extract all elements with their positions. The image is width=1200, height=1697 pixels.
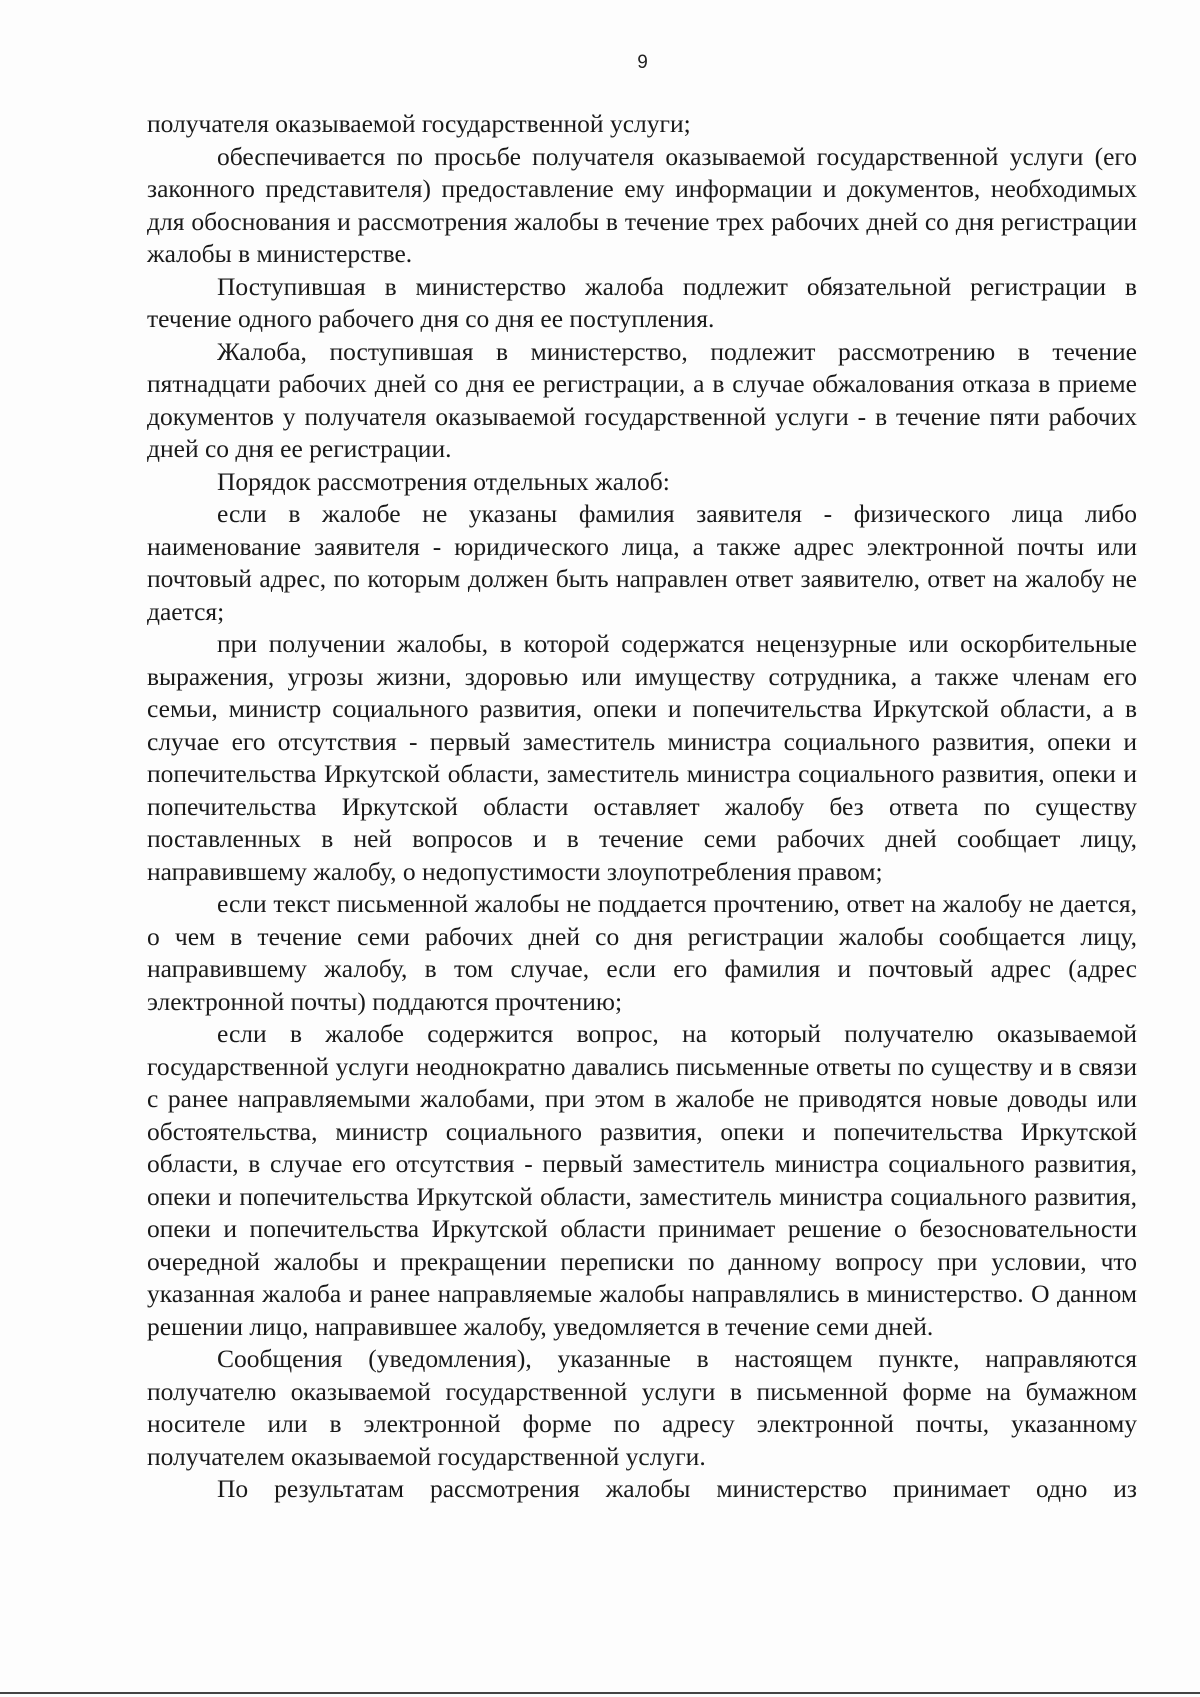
- page-number: 9: [637, 52, 648, 73]
- document-body: [147, 108, 1137, 1506]
- paragraph-6: если в жалобе не указаны фамилия заявителя - физического лица либо наименование заявителя - юридического лица, а также адрес электронной почты или почтовый адрес, по которым должен быть направлен ответ заявителю, ответ на жалобу не дается;: [147, 499, 1137, 626]
- paragraph-8: если текст письменной жалобы не поддается прочтению, ответ на жалобу не дается, о чем в течение семи рабочих дней со дня регистрации жалобы сообщается лицу, направившему жалобу, в том случае, если его фамилия и почтовый адрес (адрес электронной почты) поддаются прочтению;: [147, 889, 1137, 1016]
- paragraph-10: Сообщения (уведомления), указанные в настоящем пункте, направляются получателю оказываемой государственной услуги в письменной форме на бумажном носителе или в электронной форме по адресу электронной почты, указанному получателем оказываемой государственной услуги.: [147, 1344, 1137, 1471]
- paragraph-7: при получении жалобы, в которой содержатся нецензурные или оскорбительные выражения, угрозы жизни, здоровью или имуществу сотрудника, а также членам его семьи, министр социального развития, опеки и попечительства Иркутской области, а в случае его отсутствия - первый заместитель министра социального развития, опеки и попечительства Иркутской области, заместитель министра социального развития, опеки и попечительства Иркутской области оставляет жалобу без ответа по существу поставленных в ней вопросов и в течение семи рабочих дней сообщает лицу, направившему жалобу, о недопустимости злоупотребления правом;: [147, 629, 1137, 886]
- paragraph-11: По результатам рассмотрения жалобы министерство принимает одно из: [217, 1474, 1137, 1503]
- paragraph-5: Порядок рассмотрения отдельных жалоб:: [217, 466, 670, 496]
- paragraph-4: Жалоба, поступившая в министерство, подлежит рассмотрению в течение пятнадцати рабочих дней со дня ее регистрации, а в случае обжалования отказа в приеме документов у получателя оказываемой государственной услуги - в течение пяти рабочих дней со дня ее регистрации.: [147, 336, 1137, 463]
- paragraph-9: если в жалобе содержится вопрос, на который получателю оказываемой государственной услуги неоднократно давались письменные ответы по существу и в связи с ранее направляемыми жалобами, при этом в жалобе не приводятся новые доводы или обстоятельства, министр социального развития, опеки и попечительства Иркутской области, в случае его отсутствия - первый заместитель министра социального развития, опеки и попечительства Иркутской области, заместитель министра социального развития, опеки и попечительства Иркутской области принимает решение о безосновательности очередной жалобы и прекращении переписки по данному вопросу при условии, что указанная жалоба и ранее направляемые жалобы направлялись в министерство. О данном решении лицо, направившее жалобу, уведомляется в течение семи дней.: [147, 1019, 1137, 1341]
- paragraph-1: получателя оказываемой государственной услуги;: [147, 109, 691, 138]
- paragraph-3: Поступившая в министерство жалоба подлежит обязательной регистрации в течение одного рабочего дня со дня ее поступления.: [147, 271, 1137, 333]
- scan-bottom-edge: [0, 1692, 1200, 1694]
- paragraph-2: обеспечивается по просьбе получателя оказываемой государственной услуги (его законного представителя) предоставление ему информации и документов, необходимых для обоснования и рассмотрения жалобы в течение трех рабочих дней со дня регистрации жалобы в министерстве.: [147, 141, 1137, 268]
